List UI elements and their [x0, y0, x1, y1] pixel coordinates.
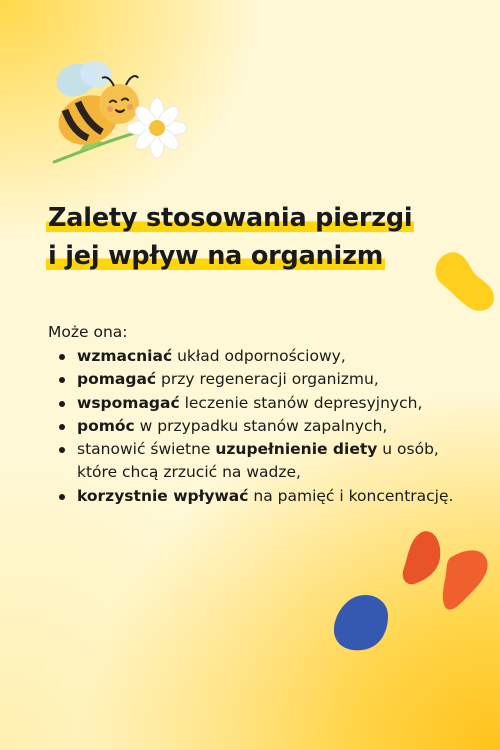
bullet-icon	[59, 424, 65, 430]
yellow-blob-icon	[432, 248, 498, 314]
bullet-icon	[59, 494, 65, 500]
title-line-1: Zalety stosowania pierzgi	[48, 203, 413, 233]
list-item-bold: wspomagać	[77, 393, 180, 412]
list-item	[48, 392, 488, 415]
bullet-icon	[59, 447, 65, 453]
list-item-text: stanowić świetne	[77, 440, 216, 459]
list-item-bold: pomóc	[77, 416, 135, 435]
list-item	[48, 368, 488, 391]
list-item-text: u osób,	[377, 440, 439, 459]
bullet-icon	[59, 401, 65, 407]
list-item-text: układ odpornościowy,	[172, 347, 346, 365]
list-item-bold: pomagać	[77, 370, 157, 389]
list-item-bold: wzmacniać	[77, 347, 173, 365]
bullet-icon	[59, 354, 65, 360]
blue-blob-icon	[332, 592, 392, 652]
list-item-text: w przypadku stanów zapalnych,	[134, 416, 388, 435]
list-item	[48, 438, 488, 485]
intro-text: Może ona:	[48, 323, 128, 341]
bee-with-daisy-icon	[40, 52, 190, 172]
title-line-2: i jej wpływ na organizm	[48, 241, 384, 271]
list-item-text: leczenie stanów depresyjnych,	[179, 393, 423, 412]
list-item-bold: korzystnie wpływać	[77, 486, 249, 505]
benefits-list	[48, 345, 488, 508]
list-item-text: przy regeneracji organizmu,	[156, 370, 379, 389]
list-item-text: na pamięć i koncentrację.	[248, 486, 454, 505]
list-item	[48, 485, 488, 508]
page-title	[46, 199, 414, 275]
bullet-icon	[59, 377, 65, 383]
list-item-text-continued: które chcą zrzucić na wadze,	[77, 463, 301, 482]
list-item-bold: uzupełnienie diety	[215, 440, 378, 459]
list-item	[48, 415, 488, 438]
red-blob-icon	[400, 528, 490, 618]
list-item	[48, 345, 488, 368]
